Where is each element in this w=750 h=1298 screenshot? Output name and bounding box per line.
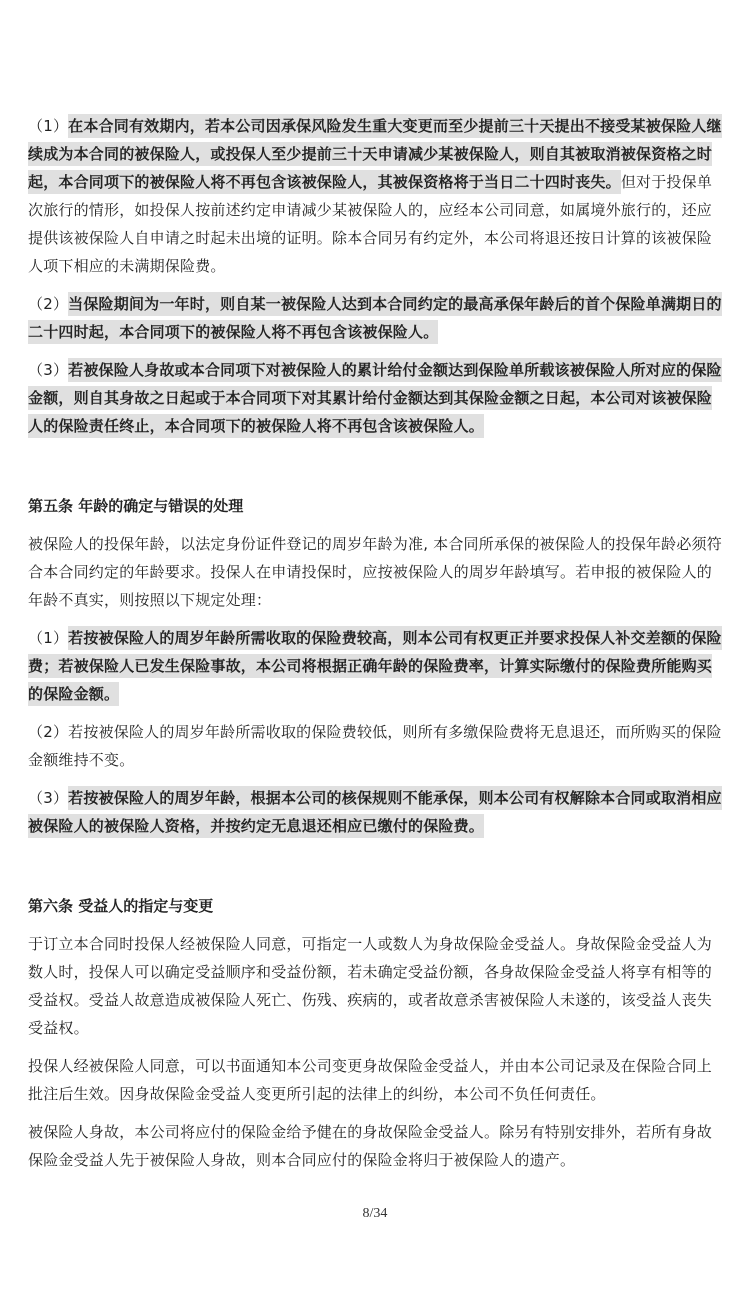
article-6-heading: 第六条 受益人的指定与变更 [28, 897, 214, 915]
normal-text: 但对于投保单次旅行的情形，如投保人按前述约定申请减少某被保险人的，应经本公司同意，如属境外旅行的，还应提供该被保险人自申请之时起未出境的证明。除本合同另有约定外，本公司将退还按日计算的该被保险人项下相应的未满期保险费。 [28, 173, 713, 275]
highlighted-text: 当保险期间为一年时，则自某一被保险人达到本合同约定的最高承保年龄后的首个保险单满期日的二十四时起，本合同项下的被保险人将不再包含该被保险人。 [28, 292, 722, 344]
item-number: （2） [28, 295, 69, 313]
article-6-paragraph-1: 于订立本合同时投保人经被保险人同意，可指定一人或数人为身故保险金受益人。身故保险金受益人为数人时，投保人可以确定受益顺序和受益份额，若未确定受益份额，各身故保险金受益人将享有相等的受益权。受益人故意造成被保险人死亡、伤残、疾病的，或者故意杀害被保险人未遂的，该受益人丧失受益权。 [28, 935, 713, 1037]
item-number: （2） [28, 723, 69, 741]
section-spacer [28, 850, 724, 892]
article-5-intro: 被保险人的投保年龄，以法定身份证件登记的周岁年龄为准, 本合同所承保的被保险人的投保年龄必须符合本合同约定的年龄要求。投保人在申请投保时，应按被保险人的周岁年龄填写。若申报的被保险人的年龄不真实，则按照以下规定处理： [28, 535, 722, 609]
article-5-item-2 [28, 718, 724, 774]
highlighted-text: 若被保险人身故或本合同项下对被保险人的累计给付金额达到保险单所载该被保险人所对应的保险金额，则自其身故之日起或于本合同项下对其累计给付金额达到其保险金额之日起，本公司对该被保险人的保险责任终止，本合同项下的被保险人将不再包含该被保险人。 [28, 358, 722, 438]
highlighted-text: 在本合同有效期内，若本公司因承保风险发生重大变更而至少提前三十天提出不接受某被保险人继续成为本合同的被保险人，或投保人至少提前三十天申请减少某被保险人，则自其被取消被保资格之时起，本合同项下的被保险人将不再包含该被保险人，其被保资格将于当日二十四时丧失。 [28, 114, 722, 194]
highlighted-text: 若按被保险人的周岁年龄，根据本公司的核保规则不能承保，则本公司有权解除本合同或取消相应被保险人的被保险人资格，并按约定无息退还相应已缴付的保险费。 [28, 786, 722, 838]
article-6-paragraph-3: 被保险人身故，本公司将应付的保险金给予健在的身故保险金受益人。除另有特别安排外，若所有身故保险金受益人先于被保险人身故，则本合同应付的保险金将归于被保险人的遗产。 [28, 1123, 713, 1169]
clause-4-item-3 [28, 356, 724, 440]
item-number: （1） [28, 629, 69, 647]
item-number: （3） [28, 789, 69, 807]
page-number: 8/34 [362, 1206, 388, 1221]
article-5-item-1 [28, 624, 724, 708]
normal-text: 若按被保险人的周岁年龄所需收取的保险费较低，则所有多缴保险费将无息退还，而所购买的保险金额维持不变。 [28, 723, 722, 769]
clause-4-item-2 [28, 290, 724, 346]
section-spacer [28, 450, 724, 492]
clause-4-item-1 [28, 112, 724, 280]
document-page [28, 112, 724, 1184]
article-5-item-3 [28, 784, 724, 840]
item-number: （3） [28, 361, 69, 379]
article-6-paragraph-2: 投保人经被保险人同意，可以书面通知本公司变更身故保险金受益人，并由本公司记录及在保险合同上批注后生效。因身故保险金受益人变更所引起的法律上的纠纷，本公司不负任何责任。 [28, 1057, 713, 1103]
article-5-heading: 第五条 年龄的确定与错误的处理 [28, 497, 244, 515]
item-number: （1） [28, 117, 69, 135]
highlighted-text: 若按被保险人的周岁年龄所需收取的保险费较高，则本公司有权更正并要求投保人补交差额的保险费；若被保险人已发生保险事故，本公司将根据正确年龄的保险费率，计算实际缴付的保险费所能购买的保险金额。 [28, 626, 722, 706]
